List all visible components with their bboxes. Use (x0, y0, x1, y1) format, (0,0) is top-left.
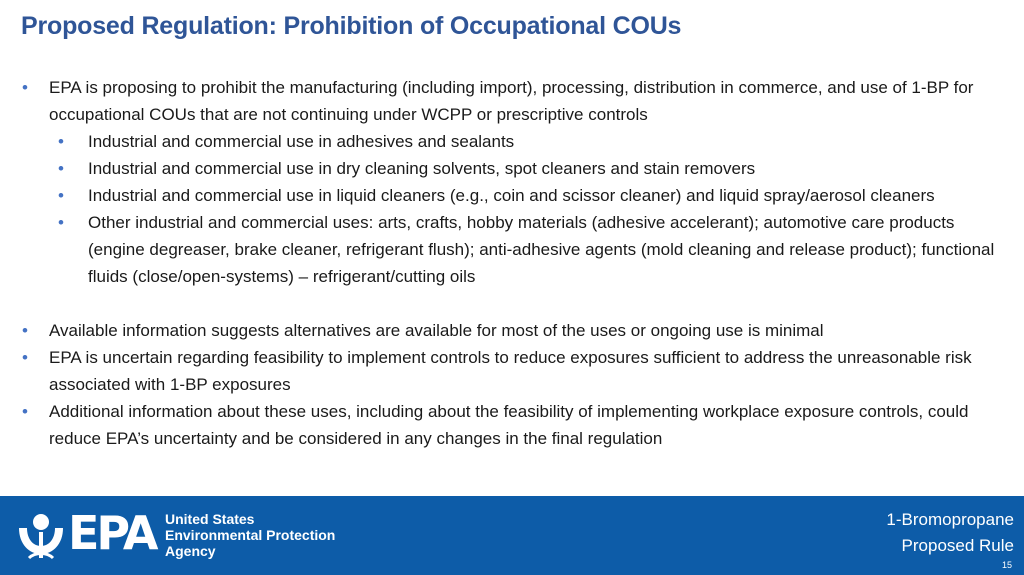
sub-bullet-item (22, 182, 1012, 209)
bullet-item (22, 317, 1012, 344)
agency-line: Environmental Protection (165, 527, 336, 543)
sub-bullet-text: Other industrial and commercial uses: arts, crafts, hobby materials (adhesive accelerant); automotive care products (engine degreaser, brake cleaner, refrigerant flush); anti-adhesive agents (mold cleaning and release product); functional fluids (close/open-systems) – refrigerant/cutting oils (88, 213, 995, 286)
bullet-text: Additional information about these uses, including about the feasibility of implementing workplace exposure controls, could reduce EPA’s uncertainty and be considered in any changes in the final regulation (49, 402, 969, 448)
bullet-item (22, 398, 1012, 452)
bullet-marker: • (58, 159, 64, 178)
sub-bullet-text: Industrial and commercial use in adhesives and sealants (88, 132, 515, 151)
sub-bullet-text: Industrial and commercial use in liquid cleaners (e.g., coin and scissor cleaner) and liquid spray/aerosol cleaners (88, 186, 935, 205)
agency-name (165, 511, 335, 559)
agency-line: United States (165, 511, 255, 527)
bullet-marker: • (22, 348, 28, 367)
bullet-list (22, 74, 1012, 452)
bullet-marker: • (22, 402, 28, 421)
bullet-marker: • (22, 321, 28, 340)
sub-bullet-text: Industrial and commercial use in dry cleaning solvents, spot cleaners and stain removers (88, 159, 756, 178)
rule-name (886, 507, 1014, 559)
epa-logo-text: EPA (68, 506, 156, 560)
rule-line: Proposed Rule (901, 536, 1014, 555)
bullet-marker: • (58, 132, 64, 151)
slide-body (22, 74, 1012, 452)
bullet-text: EPA is uncertain regarding feasibility to implement controls to reduce exposures sufficient to address the unreasonable risk associated with 1-BP exposures (49, 348, 972, 394)
bullet-marker: • (58, 186, 64, 205)
rule-line: 1-Bromopropane (886, 510, 1014, 529)
bullet-marker: • (58, 213, 64, 232)
bullet-item (22, 74, 1012, 128)
slide-title: Proposed Regulation: Prohibition of Occupational COUs (21, 12, 682, 40)
bullet-text: EPA is proposing to prohibit the manufacturing (including import), processing, distribution in commerce, and use of 1-BP for occupational COUs that are not continuing under WCPP or prescriptive controls (49, 78, 974, 124)
bullet-marker: • (22, 78, 28, 97)
footer-bar (0, 496, 1024, 575)
spacer (22, 290, 1012, 317)
sub-bullet-item (22, 155, 1012, 182)
page-number: 15 (1001, 560, 1012, 570)
bullet-text: Available information suggests alternatives are available for most of the uses or ongoing use is minimal (49, 321, 824, 340)
bullet-item (22, 344, 1012, 398)
agency-line: Agency (165, 543, 216, 559)
epa-flower-icon (15, 508, 67, 560)
sub-bullet-item (22, 128, 1012, 155)
sub-bullet-item (22, 209, 1012, 290)
